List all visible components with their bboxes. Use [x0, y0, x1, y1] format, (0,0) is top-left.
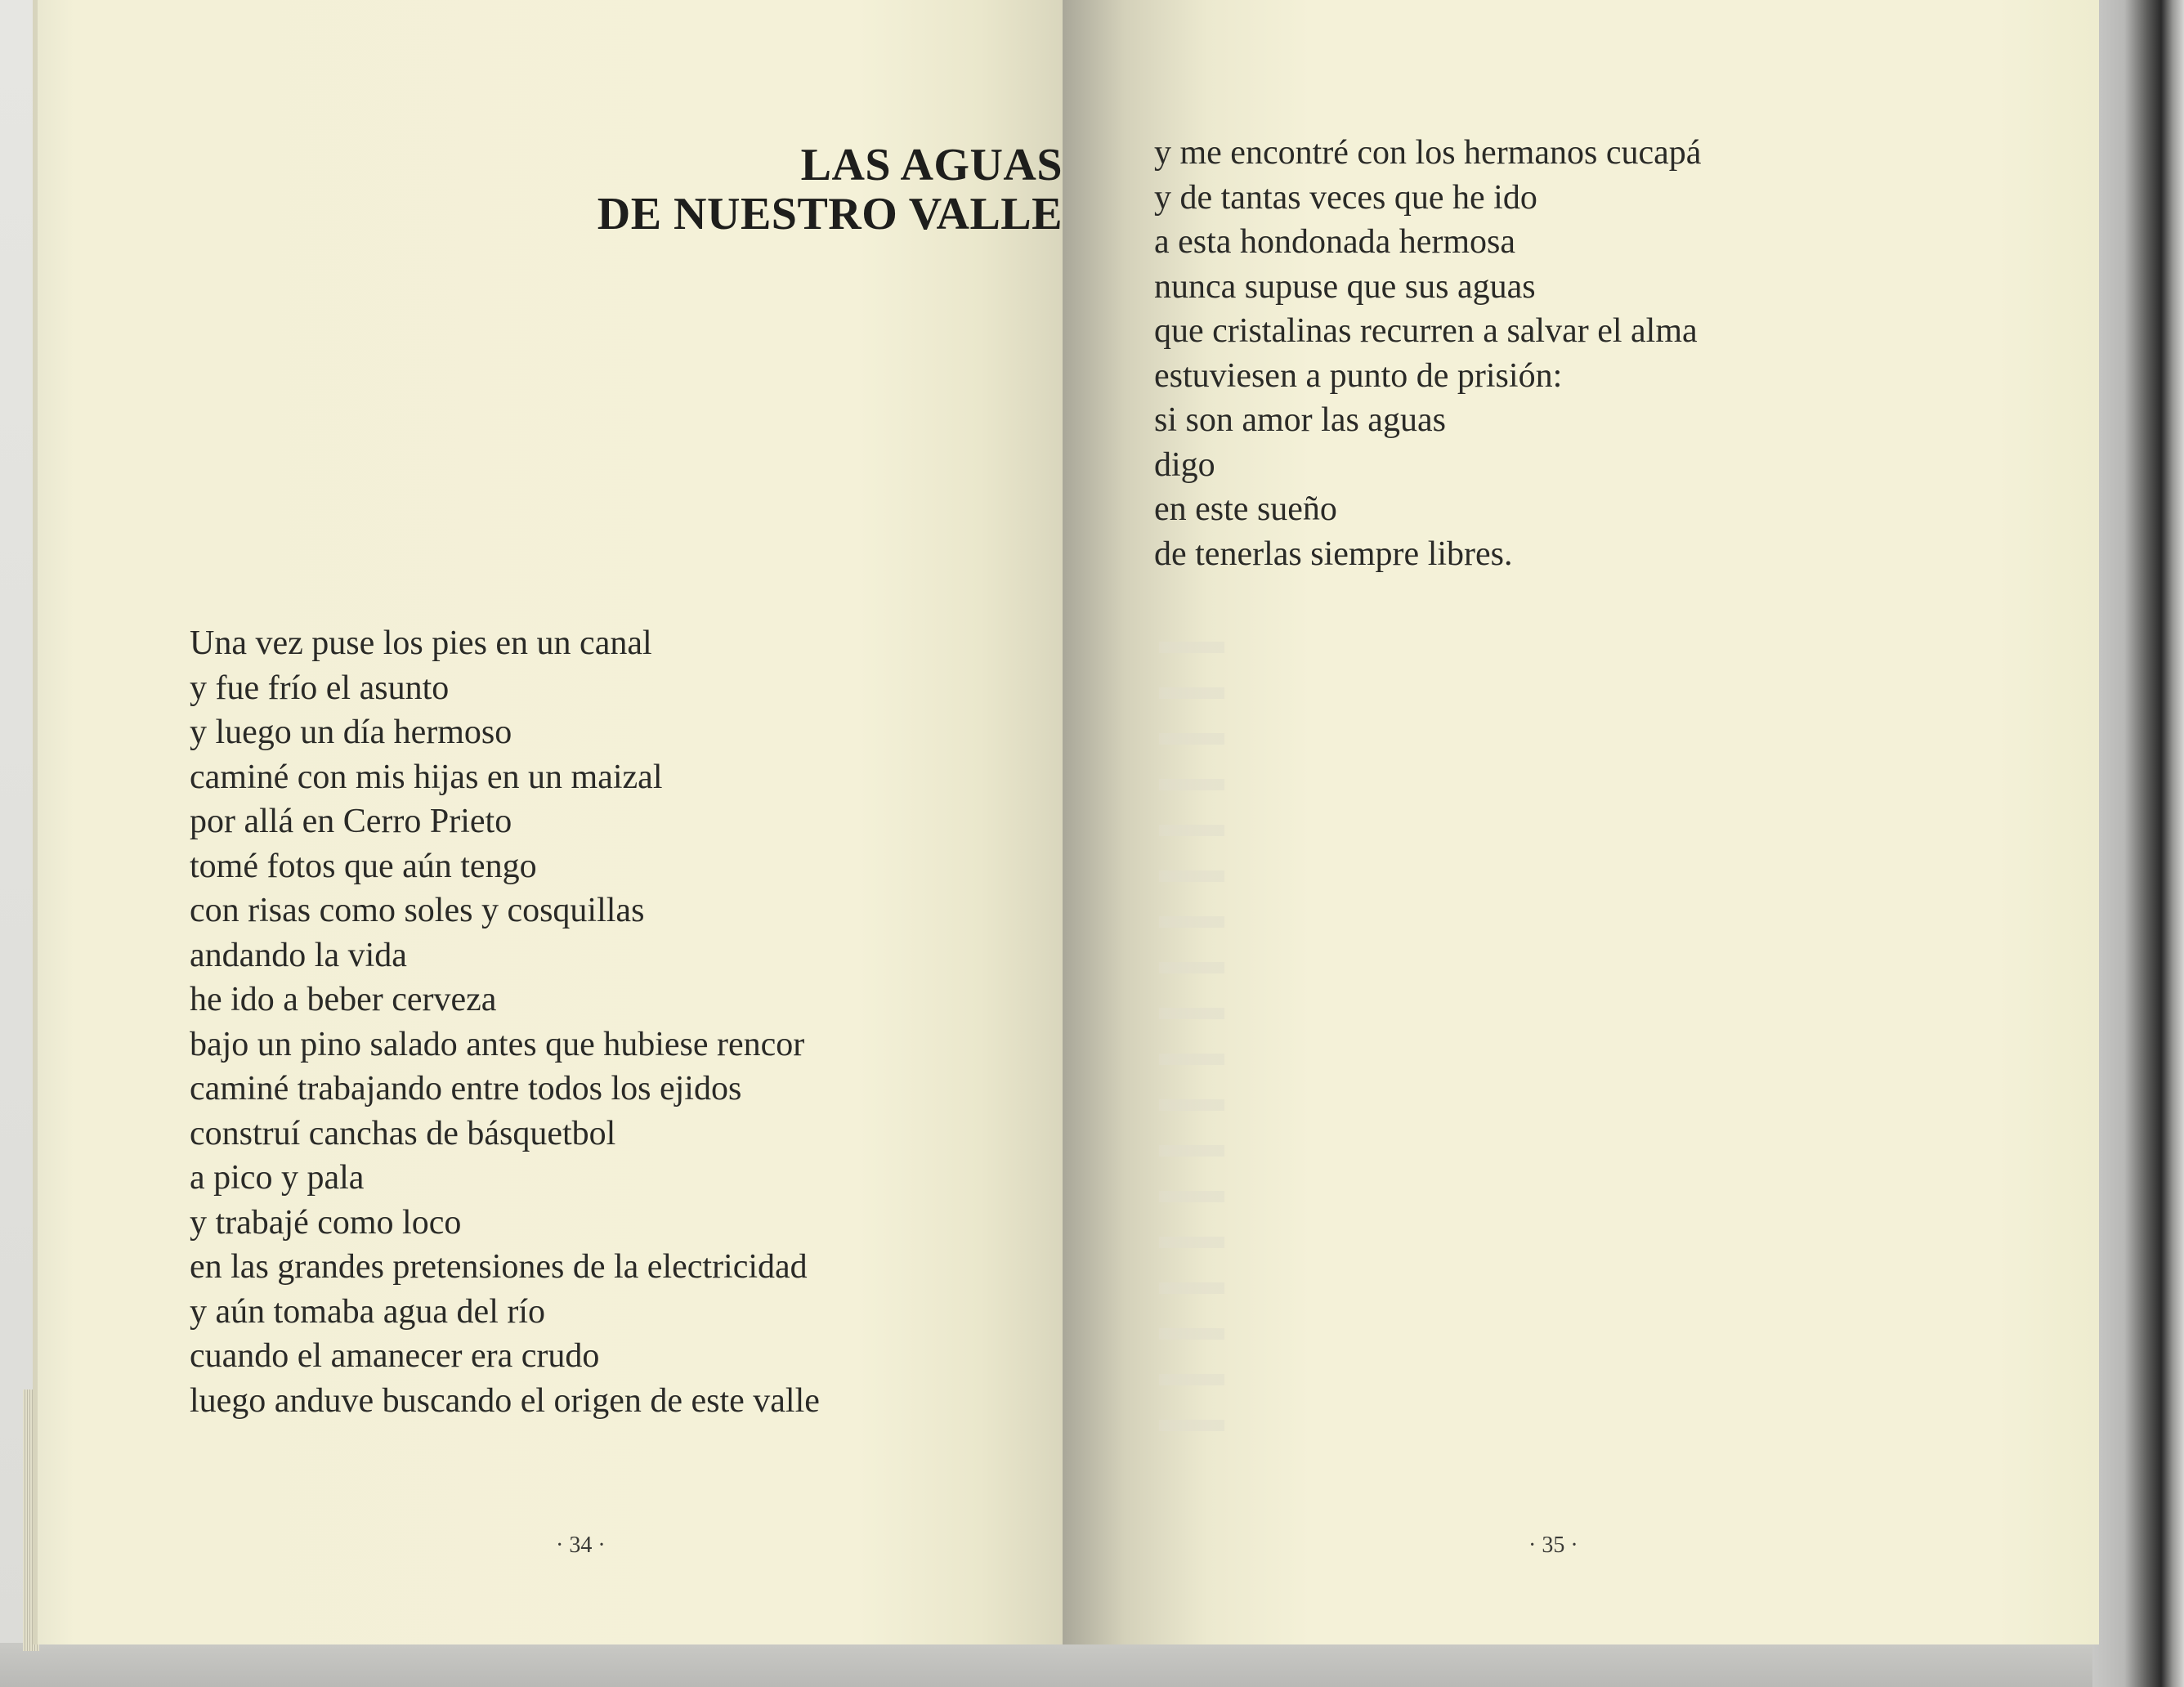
poem-title-line-2: DE NUESTRO VALLE	[597, 189, 1063, 239]
verse-line: construí canchas de básquetbol	[190, 1114, 616, 1152]
verse-line: he ido a beber cerveza	[190, 981, 497, 1018]
left-page	[33, 0, 1063, 1644]
verse-line: Una vez puse los pies en un canal	[190, 624, 652, 662]
poem-title	[82, 141, 1063, 239]
verse-line: y me encontré con los hermanos cucapá	[1154, 134, 1702, 172]
verse-line: y trabajé como loco	[190, 1203, 462, 1242]
page-number-left: · 34 ·	[556, 1533, 606, 1558]
right-page	[1063, 0, 2099, 1644]
verse-line: estuviesen a punto de prisión:	[1154, 356, 1563, 395]
verse-line: caminé con mis hijas en un maizal	[190, 758, 663, 796]
verse-line: tomé fotos que aún tengo	[190, 847, 537, 885]
verse-line: a esta hondonada hermosa	[1154, 223, 1516, 261]
verse-line: y luego un día hermoso	[190, 714, 512, 751]
poem-title-line-1: LAS AGUAS	[800, 140, 1063, 190]
verse-line: luego anduve buscando el origen de este valle	[190, 1381, 820, 1420]
verse-line: nunca supuse que sus aguas	[1154, 267, 1536, 306]
page-number-right: · 35 ·	[1528, 1533, 1578, 1558]
verse-line: de tenerlas siempre libres.	[1154, 535, 1513, 573]
right-page-verses	[1154, 131, 1701, 576]
verse-line: por allá en Cerro Prieto	[190, 803, 512, 840]
verse-line: bajo un pino salado antes que hubiese rencor	[190, 1025, 805, 1063]
verse-line: y aún tomaba agua del río	[190, 1292, 546, 1331]
verse-line: cuando el amanecer era crudo	[190, 1337, 600, 1375]
verse-line: y de tantas veces que he ido	[1154, 178, 1537, 217]
reverse-side-showthrough	[1159, 617, 1224, 1434]
verse-line: con risas como soles y cosquillas	[190, 892, 645, 929]
verse-line: si son amor las aguas	[1154, 401, 1446, 439]
verse-line: caminé trabajando entre todos los ejidos	[190, 1070, 742, 1108]
verse-line: andando la vida	[190, 936, 407, 974]
verse-line: a pico y pala	[190, 1159, 365, 1197]
left-page-verses	[190, 621, 820, 1423]
verse-line: digo	[1154, 445, 1215, 484]
scanner-bed-bottom	[0, 1643, 2184, 1687]
verse-line: y fue frío el asunto	[190, 669, 450, 707]
verse-line: que cristalinas recurren a salvar el alma	[1154, 312, 1698, 350]
verse-line: en las grandes pretensiones de la electricidad	[190, 1248, 808, 1286]
verse-line: en este sueño	[1154, 490, 1337, 528]
scanner-bed-edge	[2092, 0, 2184, 1687]
